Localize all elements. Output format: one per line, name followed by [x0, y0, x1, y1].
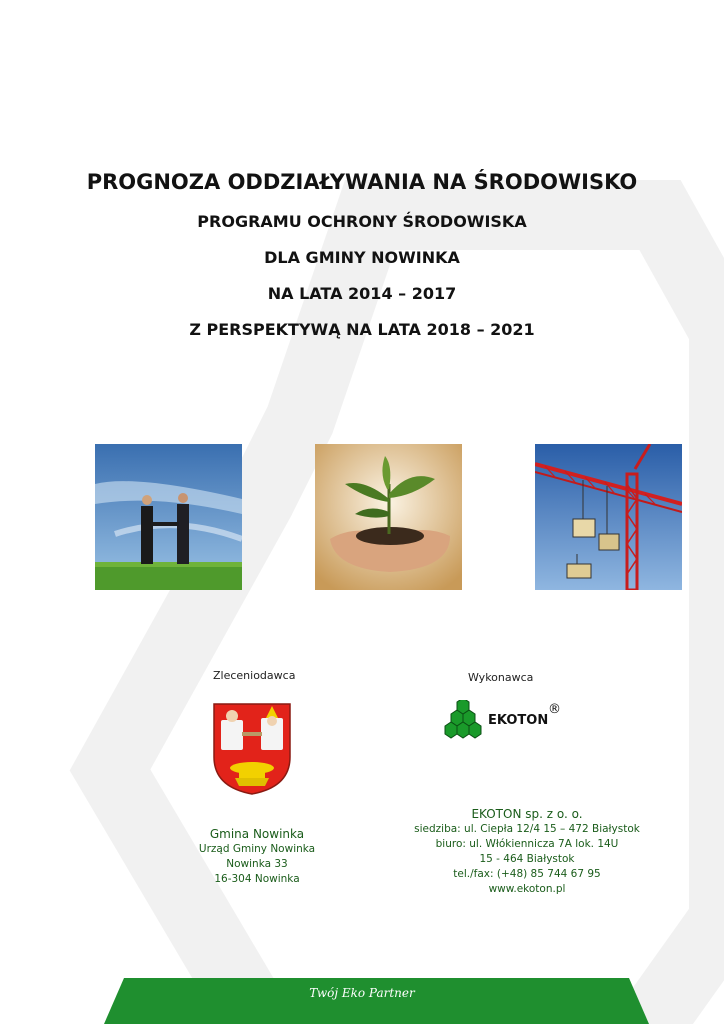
client-address-line: Urząd Gminy Nowinka — [198, 843, 316, 855]
contractor-phone: tel./fax: (+48) 85 744 67 95 — [453, 868, 601, 880]
client-name: Gmina Nowinka — [209, 827, 305, 841]
coat-of-arms-icon — [212, 702, 292, 796]
footer-slogan: Twój Eko Partner — [309, 986, 415, 1000]
contractor-contact — [392, 806, 662, 897]
ekoton-logo-text: EKOTON — [488, 713, 549, 728]
contractor-name: EKOTON sp. z o. o. — [471, 807, 583, 821]
footer-band — [104, 978, 649, 1024]
title-block — [0, 170, 724, 356]
contractor-seat-address: siedziba: ul. Ciepła 12/4 15 – 472 Białystok — [414, 823, 640, 835]
client-contact — [182, 826, 332, 887]
contractor-office-address: biuro: ul. Włókiennicza 7A lok. 14U — [435, 838, 619, 850]
registered-mark: ® — [548, 702, 561, 717]
subtitle-line-1: PROGRAMU OCHRONY ŚRODOWISKA — [197, 212, 527, 231]
subtitle-line-4: Z PERSPEKTYWĄ NA LATA 2018 – 2021 — [189, 320, 535, 339]
handshake-photo — [95, 444, 242, 590]
contractor-postal-code: 15 - 464 Białystok — [479, 853, 575, 865]
crane-photo — [535, 444, 682, 590]
subtitle-line-2: DLA GMINY NOWINKA — [264, 248, 460, 267]
document-title: PROGNOZA ODDZIAŁYWANIA NA ŚRODOWISKO — [86, 170, 638, 194]
client-address-line: Nowinka 33 — [226, 858, 288, 870]
client-address-line: 16-304 Nowinka — [214, 873, 300, 885]
client-label: Zleceniodawca — [213, 669, 296, 682]
seedling-photo — [315, 444, 462, 590]
contractor-label: Wykonawca — [468, 671, 534, 684]
subtitle-line-3: NA LATA 2014 – 2017 — [267, 284, 457, 303]
contractor-website-link[interactable]: www.ekoton.pl — [488, 883, 566, 895]
